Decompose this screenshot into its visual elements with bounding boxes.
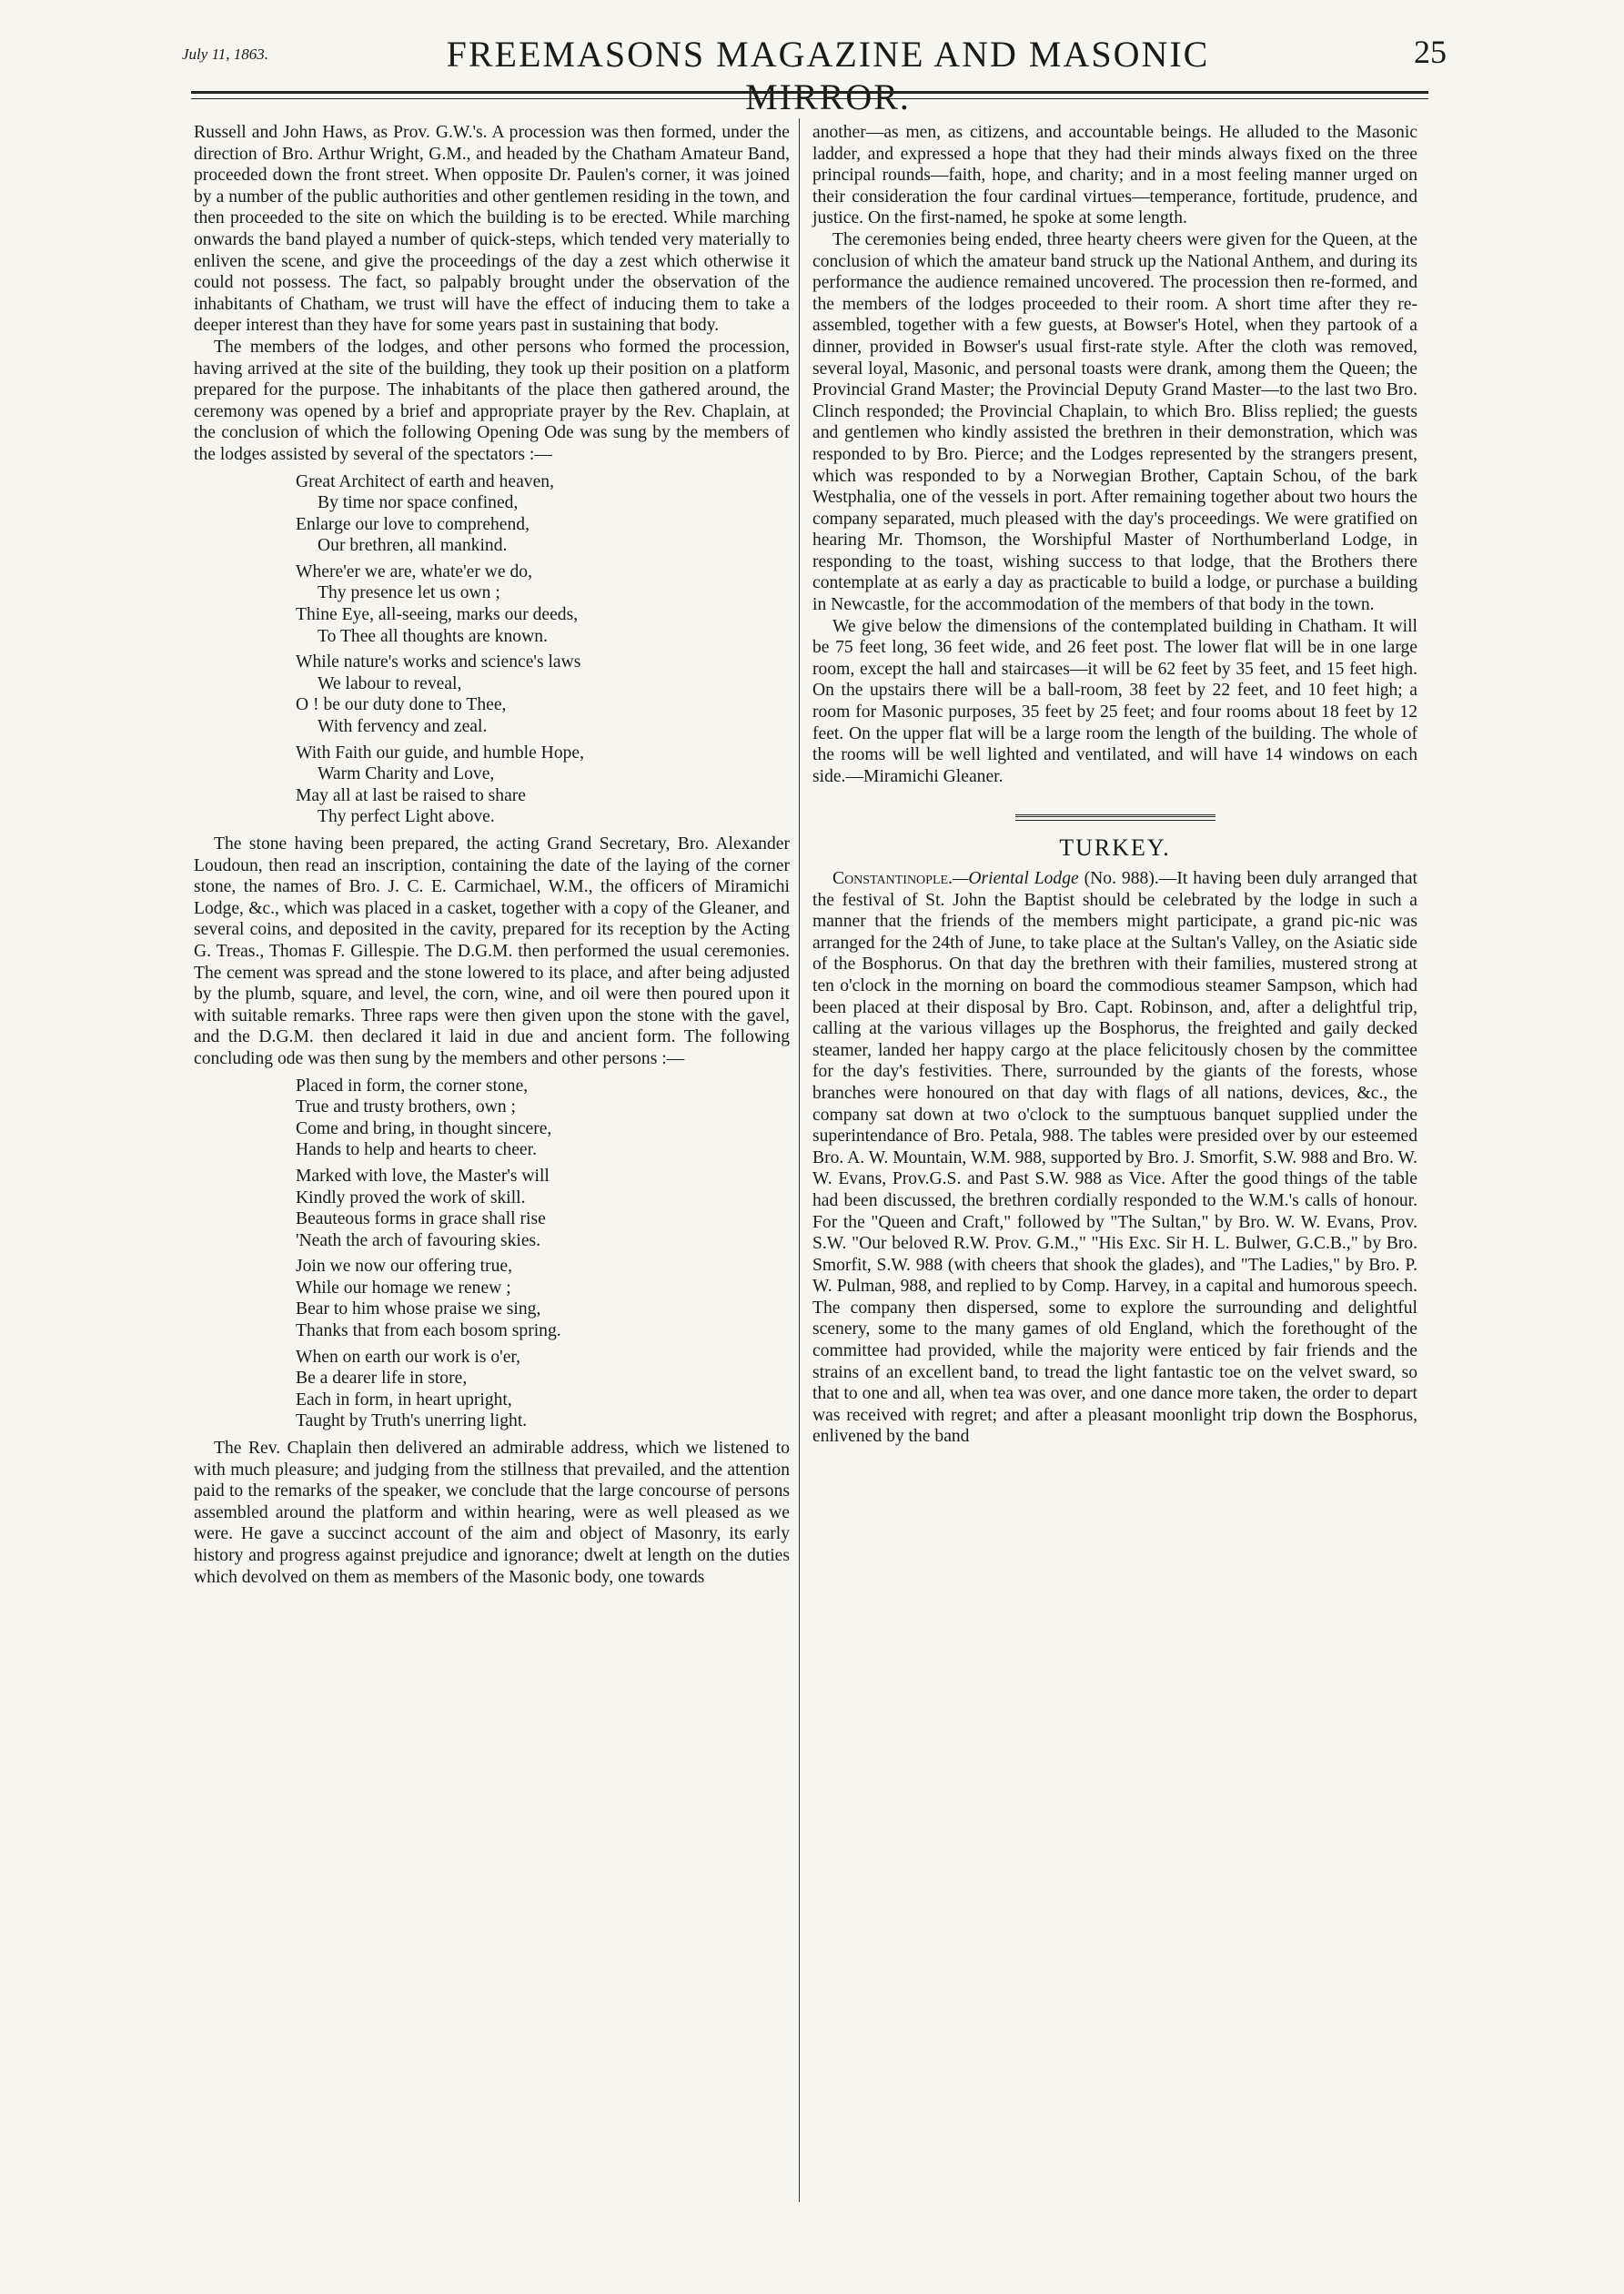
stanza: [194, 561, 790, 647]
verse-line: While nature's works and science's laws: [296, 652, 581, 672]
verse-line: 'Neath the arch of favouring skies.: [296, 1230, 541, 1250]
column-divider: [799, 118, 800, 2202]
verse-line: With Faith our guide, and humble Hope,: [296, 743, 585, 763]
verse-line: Thanks that from each bosom spring.: [296, 1321, 561, 1341]
header-rule-thick: [191, 91, 1428, 94]
verse-line: Warm Charity and Love,: [318, 764, 495, 784]
opening-ode: [194, 471, 790, 829]
publication-title: FREEMASONS MAGAZINE AND MASONIC MIRROR.: [446, 34, 1210, 117]
verse-line: May all at last be raised to share: [296, 785, 526, 805]
verse-line: Come and bring, in thought sincere,: [296, 1118, 552, 1138]
paragraph: We give below the dimensions of the contemplated building in Chatham. It will be 75 feet long, 36 feet wide, and 26 feet post. The lower flat will be in one large room, except the hall and staircases—it will be 62 feet by 35 feet, and 15 feet high. On the upstairs there will be a ball-room, 38 feet by 22 feet, and 10 feet high; a room for Masonic purposes, 35 feet by 25 feet; and four rooms about 18 feet by 12 feet. On the upper flat will be a large room the length of the building. The whole of the rooms will be well lighted and ventilated, and will have 14 windows on each side.—Miramichi Gleaner.: [812, 616, 1417, 786]
verse-line: By time nor space confined,: [318, 493, 519, 513]
verse-line: Where'er we are, whate'er we do,: [296, 561, 532, 581]
verse-line: Each in form, in heart upright,: [296, 1390, 512, 1410]
concluding-ode: [194, 1076, 790, 1433]
right-column: [812, 122, 1417, 1448]
turkey-paragraph: [812, 868, 1417, 1448]
stanza: [194, 1256, 790, 1341]
dateline-place: Constantinople.: [832, 869, 953, 888]
verse-line: To Thee all thoughts are known.: [318, 626, 548, 646]
verse-line: Be a dearer life in store,: [296, 1369, 468, 1389]
stanza: [194, 471, 790, 557]
verse-line: True and trusty brothers, own ;: [296, 1097, 517, 1117]
verse-line: While our homage we renew ;: [296, 1278, 511, 1298]
verse-line: O ! be our duty done to Thee,: [296, 695, 507, 715]
paragraph: Russell and John Haws, as Prov. G.W.'s. A procession was then formed, under the direction of Bro. Arthur Wright, G.M., and headed by the Chatham Amateur Band, proceeded down the front street. When opposite Dr. Paulen's corner, it was joined by a number of the public authorities and other gentlemen residing in the town, and then proceeded to the site on which the building is to be erected. While marching onwards the band played a number of quick-steps, which tended very materially to enliven the scene, and give the proceedings of the day a zest which otherwise it could not possess. The fact, so palpably brought under the observation of the inhabitants of Chatham, we trust will have the effect of inducing them to take a deeper interest than they have for some years past in sustaining that body.: [194, 123, 790, 336]
page-number: 25: [1414, 34, 1447, 70]
verse-line: Great Architect of earth and heaven,: [296, 471, 554, 491]
paragraph: The stone having been prepared, the acting Grand Secretary, Bro. Alexander Loudoun, then read an inscription, containing the date of the laying of the corner stone, the names of Bro. J. C. E. Carmichael, W.M., the officers of Miramichi Lodge, &c., which was placed in a casket, together with a copy of the Gleaner, and several coins, and deposited in the cavity, prepared for its reception by the Acting G. Treas., Thomas F. Gillespie. The D.G.M. then performed the usual ceremonies. The cement was spread and the stone lowered to its place, and after being adjusted by the plumb, square, and level, the corn, wine, and oil were then poured upon it with suitable remarks. Three raps were then given upon the stone with the gavel, and the D.G.M. then declared it laid in due and ancient form. The following concluding ode was then sung by the members and other persons :—: [194, 834, 790, 1068]
verse-line: Marked with love, the Master's will: [296, 1166, 550, 1186]
paragraph-body: (No. 988).—It having been duly arranged that the festival of St. John the Baptist should be celebrated by the lodge in such a manner that the friends of the members might participate, a grand pic-nic was arranged for the 24th of June, to take place at the Sultan's Valley, on the Asiatic side of the Bosphorus. On that day the brethren with their families, mustered strong at ten o'clock in the morning on board the commodious steamer Sampson, which had been placed at their disposal by Bro. Capt. Robinson, and, after a delightful trip, calling at the various villages up the Bosphorus, the freighted and gaily decked steamer, landed her happy cargo at the place felicitously chosen by the committee for the day's festivities. There, surrounded by the giants of the forests, whose branches were honoured on that day with flags of all nations, devices, &c., the company sat down at two o'clock to the sumptuous banquet supplied under the superintendance of Bro. Petala, 988. The tables were presided over by our esteemed Bro. A. W. Mountain, W.M. 988, supported by Bro. J. Smorfit, S.W. 988 and Bro. W. W. Evans, Prov.G.S. and Past S.W. 988 as Vice. After the good things of the table had been discussed, the brethren cordially responded to the W.M.'s calls of honour. For the "Queen and Craft," followed by "The Sultan," by Bro. W. W. Evans, Prov. S.W. "Our beloved R.W. Prov. G.M.," "His Exc. Sir H. L. Bulwer, G.C.B.," by Bro. Smorfit, S.W. 988 (with cheers that shook the glades), and "The Ladies," by Bro. P. W. Pulman, 988, and replied to by Comp. Harvey, in a capital and humorous speech. The company then dispersed, some to explore the surrounding and delightful scenery, some to the many games of old England, which the forethought of the committee had provided, while the majority were enticed by fair friends and the strains of an excellent band, to tread the light fantastic toe on the velvet sward, so that to one and all, when tea was over, and one dance more taken, the order to depart was received with regret; and after a pleasant moonlight trip down the Bosphorus, enlivened by the band: [812, 869, 1417, 1447]
section-heading: TURKEY.: [1059, 834, 1171, 862]
verse-line: Kindly proved the work of skill.: [296, 1187, 526, 1208]
verse-line: Hands to help and hearts to cheer.: [296, 1140, 537, 1160]
paragraph: The members of the lodges, and other persons who formed the procession, having arrived at the site of the building, they took up their position on a platform prepared for the purpose. The inhabitants of the place then gathered around, the ceremony was opened by a brief and appropriate prayer by the Rev. Chaplain, at the conclusion of which the following Opening Ode was sung by the members of the lodges assisted by several of the spectators :—: [194, 337, 790, 464]
masthead: [182, 33, 1447, 117]
stanza: [194, 1347, 790, 1432]
paragraph: The ceremonies being ended, three hearty cheers were given for the Queen, at the conclusion of which the amateur band struck up the National Anthem, and during its performance the audience remained uncovered. The procession then re-formed, and the members of the lodges proceeded to their room. A short time after they re-assembled, together with a few guests, at Bowser's Hotel, when they partook of a dinner, provided in Bowser's usual first-rate style. After the cloth was removed, several loyal, Masonic, and personal toasts were drank, among them the Queen; the Provincial Grand Master; the Provincial Deputy Grand Master—to the last two Bro. Clinch responded; the Provincial Chaplain, to which Bro. Bliss replied; the guests and gentlemen who kindly assisted the brethren in their demonstration, which was responded to by Bro. Pierce; and the Lodges represented by the strangers present, which was responded to by a Norwegian Brother, Captain Schou, of the bark Westphalia, one of the vessels in port. After remaining together about two hours the company separated, much pleased with the day's proceedings. We were gratified on hearing Mr. Thomson, the Worshipful Master of Northumberland Lodge, in responding to the toast, wishing success to that lodge, that the Brothers there contemplate at as early a day as practicable to build a lodge, or purchase a building in Newcastle, for the accommodation of the members of that body in the town.: [812, 229, 1417, 615]
verse-line: Bear to him whose praise we sing,: [296, 1299, 541, 1319]
verse-line: Enlarge our love to comprehend,: [296, 514, 530, 534]
paragraph: another—as men, as citizens, and accountable beings. He alluded to the Masonic ladder, and expressed a hope that they had their minds always fixed on the three principal rounds—faith, hope, and charity; and in a most feeling manner urged on their consideration the four cardinal virtues—temperance, fortitude, prudence, and justice. On the first-named, he spoke at some length.: [812, 123, 1417, 228]
stanza: [194, 1166, 790, 1251]
stanza: [194, 652, 790, 737]
verse-line: We labour to reveal,: [318, 673, 462, 693]
verse-line: Thy presence let us own ;: [318, 583, 500, 603]
lodge-name: —Oriental Lodge: [952, 869, 1079, 888]
verse-line: Our brethren, all mankind.: [318, 536, 508, 556]
verse-line: When on earth our work is o'er,: [296, 1347, 521, 1367]
verse-line: Thy perfect Light above.: [318, 807, 495, 827]
stanza: [194, 743, 790, 828]
stanza: [194, 1076, 790, 1161]
paragraph: The Rev. Chaplain then delivered an admirable address, which we listened to with much pleasure; and judging from the stillness that prevailed, and the attention paid to the remarks of the speaker, we conclude that the large concourse of persons assembled around the platform and within hearing, were as well pleased as we were. He gave a succinct account of the aim and object of Masonry, its early history and progress against prejudice and ignorance; dwelt at length on the duties which devolved on them as members of the Masonic body, one towards: [194, 1439, 790, 1587]
verse-line: With fervency and zeal.: [318, 717, 488, 737]
header-rule-thin: [191, 98, 1428, 99]
section-separator: [1015, 814, 1215, 821]
verse-line: Thine Eye, all-seeing, marks our deeds,: [296, 605, 579, 625]
issue-date: July 11, 1863.: [182, 45, 269, 63]
verse-line: Beauteous forms in grace shall rise: [296, 1209, 546, 1229]
left-column: [194, 122, 790, 1588]
verse-line: Join we now our offering true,: [296, 1257, 512, 1277]
verse-line: Taught by Truth's unerring light.: [296, 1411, 528, 1431]
verse-line: Placed in form, the corner stone,: [296, 1076, 529, 1096]
